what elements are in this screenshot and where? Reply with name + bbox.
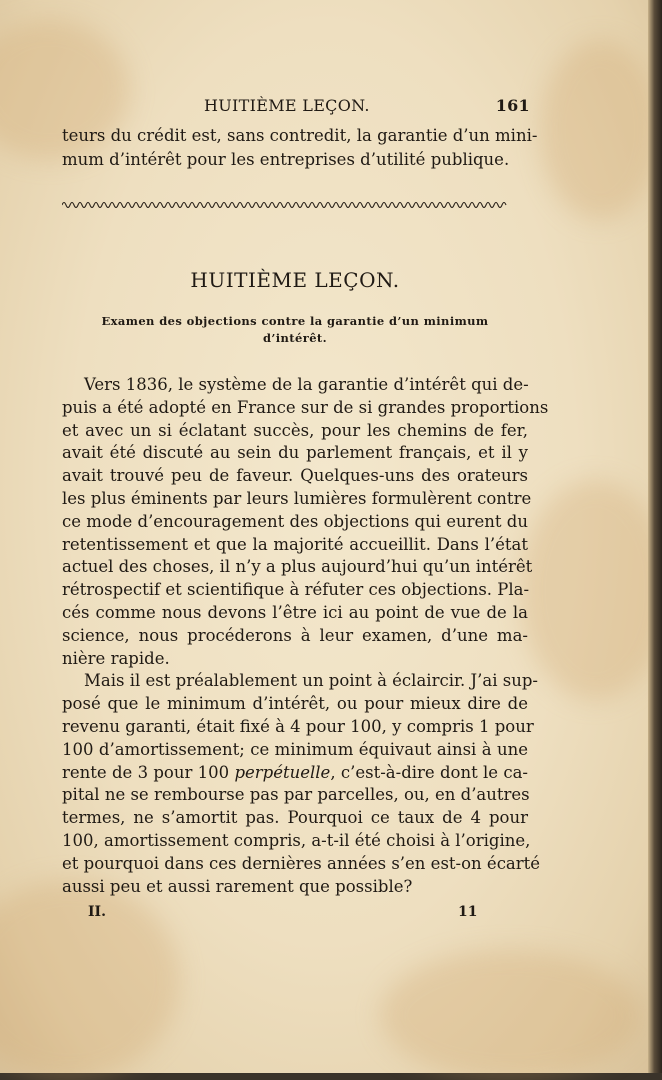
text-line: nière rapide.	[62, 648, 170, 668]
text-line: avait été discuté au sein du parlement français, et il y	[62, 443, 528, 463]
text-line: science, nous procéderons à leur examen, d’une ma-	[62, 625, 528, 645]
running-head	[62, 96, 530, 120]
text-line: mum d’intérêt pour les entreprises d’utilité publique.	[62, 150, 510, 169]
text-line: Mais il est préalablement un point à éclaircir. J’ai sup-	[84, 671, 538, 691]
continued-text	[62, 124, 538, 172]
subtitle-line: Examen des objections contre la garantie d’un minimum	[101, 314, 489, 328]
text-line: pital ne se rembourse pas par parcelles, ou, en d’autres	[62, 785, 530, 805]
text-line: 100, amortissement compris, a-t-il été choisi à l’origine,	[62, 830, 531, 850]
running-head-title: HUITIÈME LEÇON.	[204, 96, 370, 115]
text-line: actuel des choses, il n’y a plus aujourd’hui qu’un intérêt	[62, 557, 533, 577]
text-line: Vers 1836, le système de la garantie d’intérêt qui de-	[84, 375, 529, 394]
text-line: puis a été adopté en France sur de si grandes proportions	[62, 397, 549, 417]
paragraph	[62, 670, 541, 898]
text-line: retentissement et que la majorité accueillit. Dans l’état	[62, 534, 528, 554]
signature-number: 11	[458, 904, 478, 920]
body-text	[62, 374, 549, 898]
text-line: aussi peu et aussi rarement que possible?	[62, 876, 413, 896]
text-line: termes, ne s’amortit pas. Pourquoi ce taux de 4 pour	[62, 808, 528, 828]
chapter-subtitle	[62, 313, 528, 347]
age-stain	[520, 480, 662, 700]
text-line: posé que le minimum d’intérêt, ou pour mieux dire de	[62, 694, 528, 714]
text-line-with-italic	[62, 762, 528, 785]
subtitle-line: d’intérêt.	[262, 331, 328, 345]
text-segment: , c’est-à-dire dont le ca-	[330, 762, 528, 782]
text-line: les plus éminents par leurs lumières formulèrent contre	[62, 488, 532, 508]
ornamental-rule	[62, 199, 518, 209]
text-line: rétrospectif et scientifique à réfuter ces objections. Pla-	[62, 580, 530, 600]
text-line: et avec un si éclatant succès, pour les chemins de fer,	[62, 420, 528, 440]
paragraph	[62, 374, 549, 670]
text-line: revenu garanti, était fixé à 4 pour 100, y compris 1 pour	[62, 716, 534, 736]
text-line: ce mode d’encouragement des objections qui eurent du	[62, 511, 528, 531]
age-stain	[380, 950, 640, 1080]
text-line: cés comme nous devons l’être ici au point de vue de la	[62, 602, 528, 622]
text-line: 100 d’amortissement; ce minimum équivaut ainsi à une	[62, 739, 528, 759]
signature-marks	[88, 904, 488, 924]
page-edge	[648, 0, 662, 1073]
chapter-title: HUITIÈME LEÇON.	[190, 268, 400, 292]
text-line: teurs du crédit est, sans contredit, la garantie d’un mini-	[62, 126, 538, 145]
age-stain	[540, 40, 660, 220]
italic-word: perpétuelle	[234, 762, 331, 782]
page-number: 161	[495, 96, 530, 115]
text-line: et pourquoi dans ces dernières années s’en est-on écarté	[62, 853, 541, 873]
signature-volume: II.	[88, 904, 106, 920]
text-line: avait trouvé peu de faveur. Quelques-uns des orateurs	[62, 466, 528, 486]
text-segment: rente de 3 pour 100	[62, 762, 235, 782]
